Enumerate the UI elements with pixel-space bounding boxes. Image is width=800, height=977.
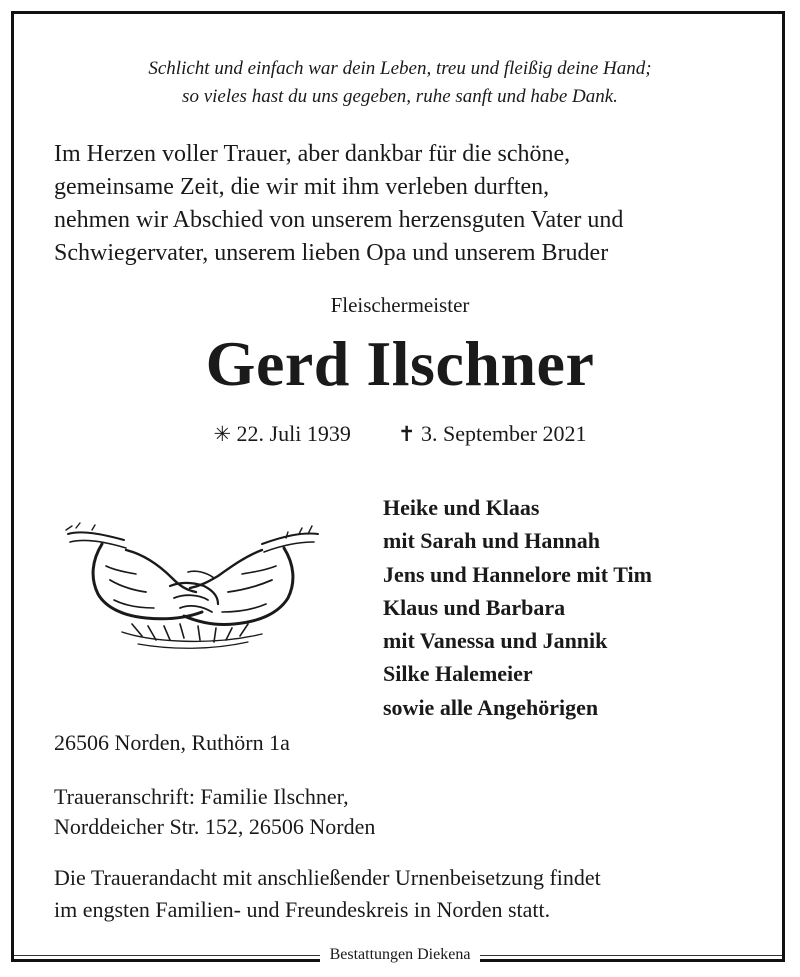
death-cross-icon: ✝ bbox=[397, 422, 416, 446]
clasped-hands-icon bbox=[62, 520, 320, 652]
intro-text bbox=[54, 138, 754, 270]
footer bbox=[20, 944, 780, 966]
mourner-line: sowie alle Angehörigen bbox=[383, 694, 599, 720]
mourner-line: mit Vanessa und Jannik bbox=[383, 628, 608, 654]
intro-line: gemeinsame Zeit, die wir mit ihm verleben durften, bbox=[54, 174, 550, 200]
birth-date: 22. Juli 1939 bbox=[236, 421, 351, 446]
mourner-line: Klaus und Barbara bbox=[383, 594, 566, 620]
mourners-list bbox=[383, 491, 652, 724]
condolence-line: Norddeicher Str. 152, 26506 Norden bbox=[54, 814, 376, 839]
intro-line: Im Herzen voller Trauer, aber dankbar für die schöne, bbox=[54, 141, 571, 167]
motto-line: Schlicht und einfach war dein Leben, treu und fleißig deine Hand; bbox=[148, 58, 652, 79]
motto-verse bbox=[20, 55, 780, 111]
deceased-name: Gerd Ilschner bbox=[205, 328, 595, 399]
mourner-line: Heike und Klaas bbox=[383, 495, 540, 520]
ceremony-line: Die Trauerandacht mit anschließender Urnenbeisetzung findet bbox=[54, 865, 601, 890]
birth-star-icon: ✳ bbox=[213, 422, 232, 446]
condolence-line: Traueranschrift: Familie Ilschner, bbox=[54, 784, 349, 809]
mourner-line: mit Sarah und Hannah bbox=[383, 528, 601, 554]
undertaker-name: Bestattungen Diekena bbox=[320, 946, 481, 963]
ceremony-info bbox=[54, 862, 601, 926]
profession: Fleischermeister bbox=[330, 293, 470, 317]
life-dates bbox=[20, 418, 780, 450]
motto-line: so vieles hast du uns gegeben, ruhe sanft und habe Dank. bbox=[182, 86, 618, 107]
intro-line: Schwiegervater, unserem lieben Opa und unserem Bruder bbox=[54, 240, 609, 266]
intro-line: nehmen wir Abschied von unserem herzensguten Vater und bbox=[54, 207, 624, 233]
ceremony-line: im engsten Familien- und Freundeskreis in Norden statt. bbox=[54, 897, 551, 922]
mourner-line: Jens und Hannelore mit Tim bbox=[383, 561, 652, 587]
family-address: 26506 Norden, Ruthörn 1a bbox=[54, 730, 290, 755]
mourner-line: Silke Halemeier bbox=[383, 661, 533, 687]
death-date: 3. September 2021 bbox=[420, 421, 587, 446]
condolence-address bbox=[54, 782, 375, 842]
